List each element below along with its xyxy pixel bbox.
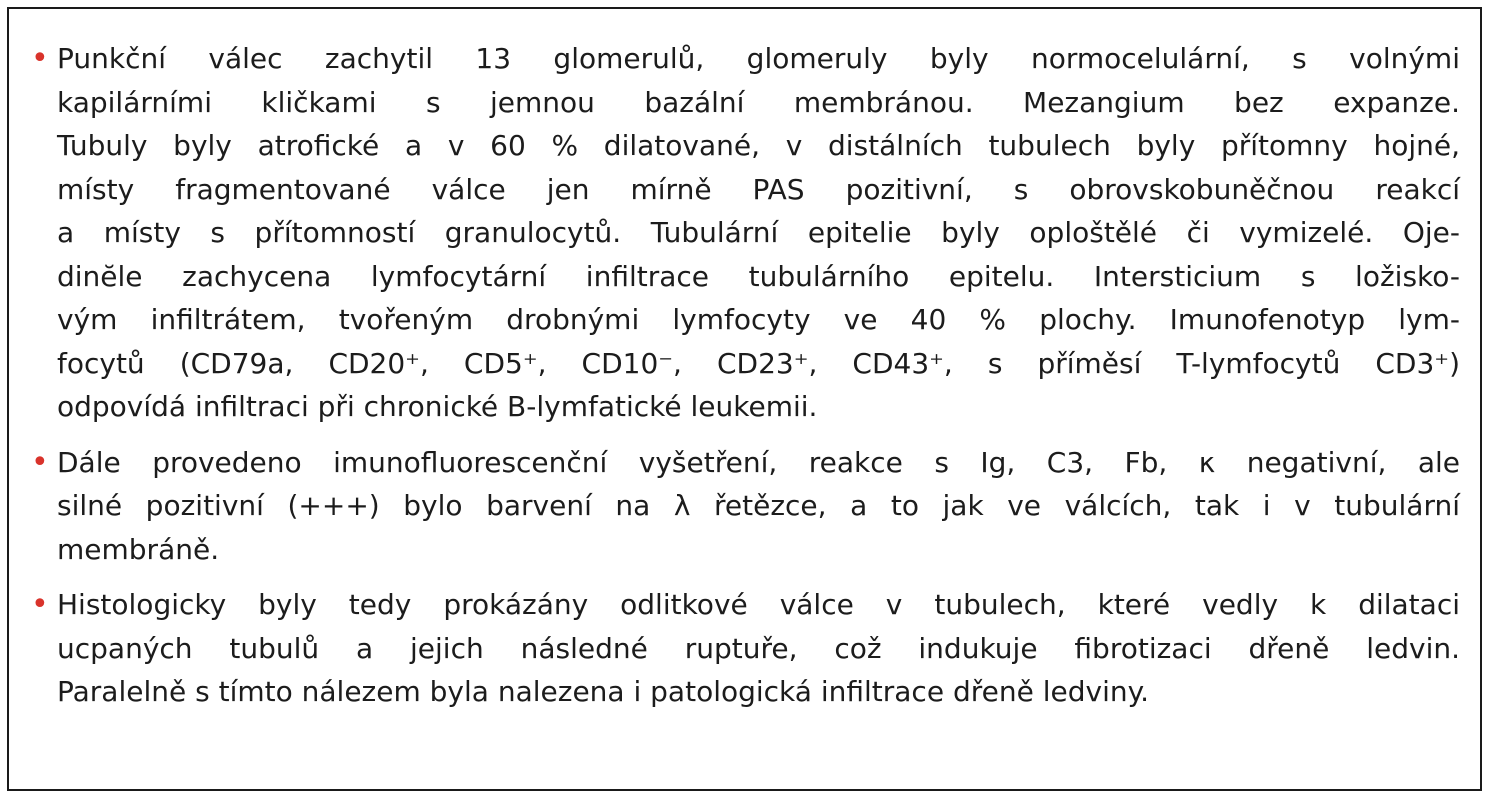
- text-line: Punkční válec zachytil 13 glomerulů, glomeruly byly normocelulární, s volnými: [57, 42, 1460, 75]
- text-line: kapilárními kličkami s jemnou bazální membránou. Mezangium bez expanze.: [57, 85, 1460, 119]
- text-line: vým infiltrátem, tvořeným drobnými lymfocyty ve 40 % plochy. Imunofenotyp lym-: [57, 303, 1460, 336]
- text-line: Tubuly byly atrofické a v 60 % dilatované, v distálních tubulech byly přítomny hojné,: [57, 129, 1460, 162]
- text-line: ucpaných tubulů a jejich následné ruptuře, což indukuje fibrotizaci dřeně ledvin.: [57, 631, 1460, 665]
- text-line: Histologicky byly tedy prokázány odlitkové válce v tubulech, které vedly k dilataci: [57, 588, 1460, 621]
- bullet-text-1: [57, 37, 1460, 429]
- bullet-text-2: [57, 441, 1460, 572]
- text-line: a místy s přítomností granulocytů. Tubulární epitelie byly oploštělé či vymizelé. Oje-: [57, 216, 1460, 249]
- bullet-text-3: [57, 583, 1460, 714]
- text-line: membráně.: [57, 532, 220, 566]
- bullet-list: [29, 37, 1460, 726]
- bullet-dot-icon: •: [31, 444, 49, 480]
- text-box: [7, 7, 1482, 791]
- bullet-item-3: [29, 583, 1460, 714]
- text-line: silné pozitivní (+++) bylo barvení na λ řetězce, a to jak ve válcích, tak i v tubulární: [57, 489, 1460, 522]
- text-line: odpovídá infiltraci při chronické B-lymfatické leukemii.: [57, 390, 818, 423]
- text-line: Paralelně s tímto nálezem byla nalezena i patologická infiltrace dřeně ledviny.: [57, 675, 1150, 708]
- text-line: Dále provedeno imunofluorescenční vyšetření, reakce s Ig, C3, Fb, κ negativní, ale: [57, 445, 1460, 479]
- text-line: místy fragmentované válce jen mírně PAS pozitivní, s obrovskobuněčnou reakcí: [57, 172, 1460, 206]
- bullet-item-2: [29, 441, 1460, 572]
- bullet-dot-icon: •: [31, 41, 49, 76]
- text-line: dinĕle zachycena lymfocytární infiltrace tubulárního epitelu. Intersticium s ložisko-: [57, 259, 1460, 293]
- bullet-dot-icon: •: [31, 587, 49, 622]
- bullet-item-1: [29, 37, 1460, 429]
- text-line: focytů (CD79a, CD20⁺, CD5⁺, CD10⁻, CD23⁺, CD43⁺, s příměsí T-lymfocytů CD3⁺): [57, 346, 1460, 380]
